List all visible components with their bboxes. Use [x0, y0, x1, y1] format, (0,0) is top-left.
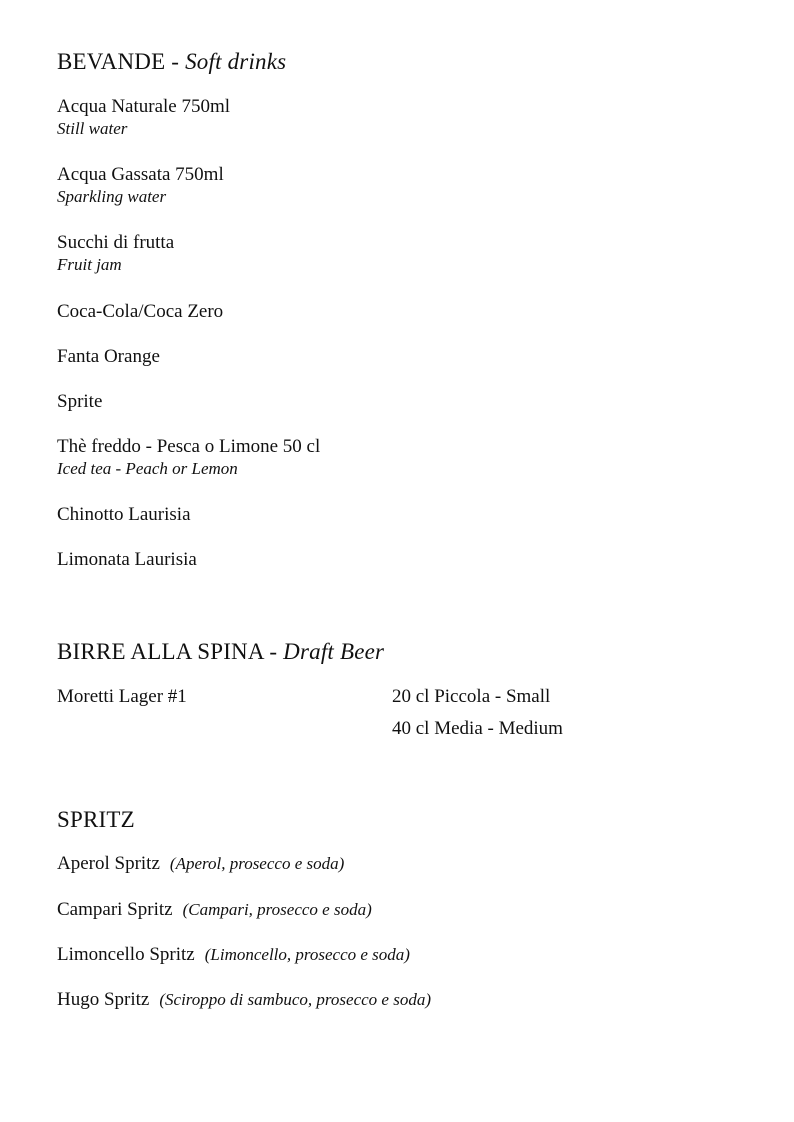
menu-item [57, 504, 191, 526]
menu-item [57, 164, 224, 208]
menu-item [57, 391, 102, 413]
item-description: (Limoncello, prosecco e soda) [204, 945, 410, 964]
menu-item [57, 899, 372, 921]
menu-item [57, 686, 187, 708]
menu-item [57, 346, 160, 368]
section-title-sub: Soft drinks [185, 49, 287, 74]
item-name: Acqua Gassata 750ml [57, 164, 224, 185]
menu-item [57, 96, 230, 140]
item-translation: Fruit jam [57, 255, 122, 274]
menu-item [57, 944, 410, 966]
item-name: Thè freddo - Pesca o Limone 50 cl [57, 436, 321, 457]
item-description: (Sciroppo di sambuco, prosecco e soda) [159, 990, 431, 1009]
section-title-main: SPRITZ [57, 807, 135, 832]
item-description: (Campari, prosecco e soda) [182, 900, 372, 919]
section-title-main: BIRRE ALLA SPINA - [57, 639, 284, 664]
item-name: Fanta Orange [57, 346, 160, 367]
item-name: Campari Spritz [57, 899, 173, 920]
menu-item [57, 232, 174, 276]
item-name: Coca-Cola/Coca Zero [57, 301, 224, 322]
item-name: Limonata Laurisia [57, 549, 197, 570]
item-description: (Aperol, prosecco e soda) [169, 854, 345, 873]
beer-size-small: 20 cl Piccola - Small [392, 686, 551, 707]
section-title-draft-beer [57, 640, 384, 663]
item-translation: Iced tea - Peach or Lemon [57, 459, 238, 478]
menu-item [57, 853, 344, 875]
beer-size-medium: 40 cl Media - Medium [392, 718, 563, 739]
item-name: Succhi di frutta [57, 232, 175, 253]
item-translation: Sparkling water [57, 187, 167, 206]
menu-item [57, 436, 320, 480]
item-name: Limoncello Spritz [57, 944, 195, 965]
item-name: Aperol Spritz [57, 853, 160, 874]
menu-item [57, 301, 223, 323]
section-title-main: BEVANDE - [57, 49, 186, 74]
item-translation: Still water [57, 119, 128, 138]
menu-page [57, 0, 757, 1122]
section-title-soft-drinks [57, 50, 286, 73]
section-title-sub: Draft Beer [283, 639, 385, 664]
item-name: Moretti Lager #1 [57, 686, 187, 707]
menu-item [57, 989, 431, 1011]
item-name: Sprite [57, 391, 103, 412]
menu-item [57, 549, 197, 571]
item-name: Hugo Spritz [57, 989, 150, 1010]
item-name: Acqua Naturale 750ml [57, 96, 231, 117]
item-name: Chinotto Laurisia [57, 504, 191, 525]
section-title-spritz [57, 808, 135, 831]
